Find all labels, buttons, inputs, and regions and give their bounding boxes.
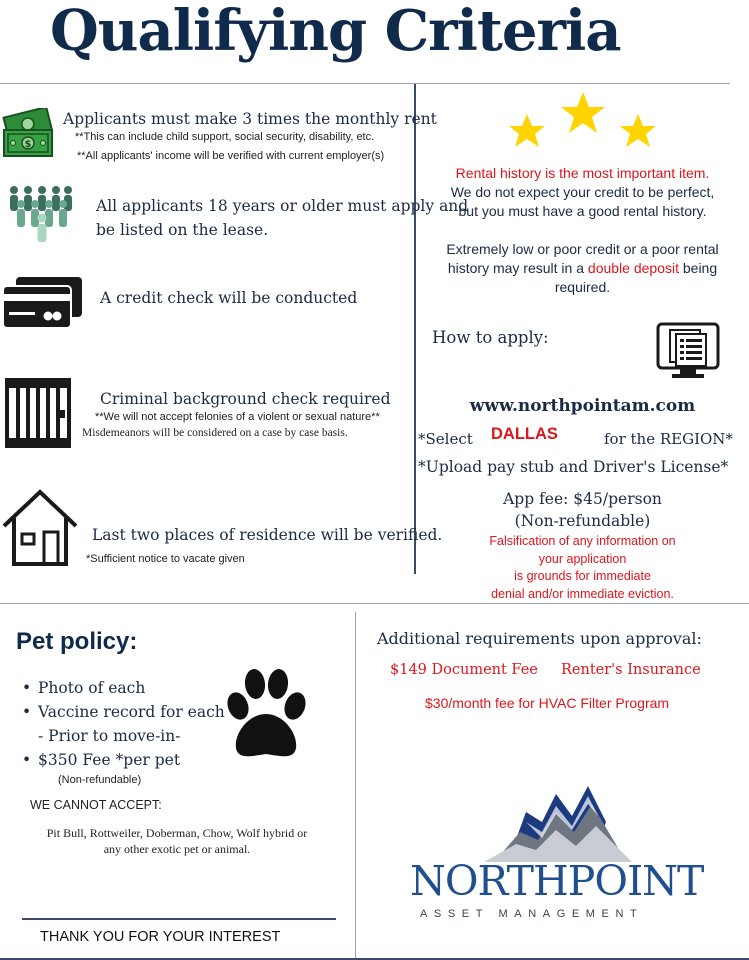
upload-instructions: *Upload pay stub and Driver's License* xyxy=(418,458,729,476)
income-note-1: **This can include child support, social security, disability, etc. xyxy=(75,131,375,143)
top-vertical-divider xyxy=(414,84,416,574)
renters-insurance: Renter's Insurance xyxy=(561,662,701,678)
page-title: Qualifying Criteria xyxy=(50,0,621,64)
additional-requirements-heading: Additional requirements upon approval: xyxy=(377,629,702,648)
banned-breeds: Pit Bull, Rottweiler, Doberman, Chow, Wolf hybrid or any other exotic pet or animal. xyxy=(46,826,308,856)
app-fee-note: (Non-refundable) xyxy=(514,512,651,530)
income-heading: Applicants must make 3 times the monthly rent xyxy=(63,110,437,128)
thanks-divider xyxy=(22,918,336,920)
rental-history-line-3: but you must have a good rental history. xyxy=(458,203,707,219)
bottom-vertical-divider xyxy=(355,612,356,960)
criminal-note-1: **We will not accept felonies of a violent or sexual nature** xyxy=(95,411,380,423)
pet-fee-note: (Non-refundable) xyxy=(58,774,142,786)
how-to-apply-heading: How to apply: xyxy=(432,328,549,347)
pet-item-photo: • Photo of each xyxy=(22,676,225,700)
criminal-heading: Criminal background check required xyxy=(100,390,391,408)
northpoint-logo-mark xyxy=(476,782,636,867)
thank-you-message: THANK YOU FOR YOUR INTEREST xyxy=(40,929,281,945)
credit-heading: A credit check will be conducted xyxy=(100,289,358,307)
money-icon xyxy=(2,108,56,163)
svg-text:$: $ xyxy=(24,139,32,150)
applicants-line-1: All applicants 18 years or older must apply and xyxy=(96,197,469,215)
website-link[interactable]: www.northpointam.com xyxy=(469,396,696,416)
hvac-fee: $30/month fee for HVAC Filter Program xyxy=(425,695,670,711)
residence-note: *Sufficient notice to vacate given xyxy=(86,553,245,565)
asset-management-text: ASSET MANAGEMENT xyxy=(420,908,644,920)
select-prefix: *Select xyxy=(418,430,473,448)
rental-history-line-6: required. xyxy=(554,279,611,295)
falsification-warning: Falsification of any information on your application is grounds for immediate denial and/or immediate eviction. xyxy=(489,534,676,601)
paw-print-icon xyxy=(224,668,308,767)
app-fee: App fee: $45/person xyxy=(503,490,662,508)
credit-card-icon xyxy=(2,276,84,335)
people-group-icon xyxy=(6,184,76,247)
document-fee: $149 Document Fee xyxy=(390,662,538,678)
pet-item-prior: - Prior to move-in- xyxy=(38,727,181,745)
select-city-dallas: DALLAS xyxy=(491,425,558,443)
top-divider xyxy=(0,83,730,84)
rental-history-line-4: Extremely low or poor credit or a poor rental xyxy=(446,241,719,257)
cannot-accept-heading: WE CANNOT ACCEPT: xyxy=(30,798,162,812)
criminal-note-2: Misdemeanors will be considered on a case by case basis. xyxy=(82,427,348,439)
house-icon xyxy=(2,488,78,573)
northpoint-logo-text: NORTHPOINT xyxy=(410,857,704,905)
applicants-text xyxy=(96,194,468,242)
rental-history-line-2: We do not expect your credit to be perfect, xyxy=(450,184,715,200)
income-note-2: **All applicants' income will be verified with current employer(s) xyxy=(77,150,385,162)
rental-history-important: Rental history is the most important item. xyxy=(455,165,710,181)
pet-item-vaccine: • Vaccine record for each xyxy=(22,700,225,724)
jail-bars-icon xyxy=(5,378,71,453)
pet-requirements-list xyxy=(22,676,225,772)
computer-document-icon xyxy=(656,322,720,385)
rental-history-line-5: history may result in a double deposit being xyxy=(447,260,718,276)
pet-policy-heading: Pet policy: xyxy=(16,628,138,655)
select-suffix: for the REGION* xyxy=(604,430,733,448)
pet-item-fee: • $350 Fee *per pet xyxy=(22,748,225,772)
rental-history-block xyxy=(420,164,745,297)
three-stars-icon xyxy=(505,90,665,165)
middle-divider xyxy=(0,603,749,604)
applicants-line-2: be listed on the lease. xyxy=(96,221,269,239)
residence-heading: Last two places of residence will be verified. xyxy=(92,526,443,544)
double-deposit-text: double deposit xyxy=(587,260,679,276)
